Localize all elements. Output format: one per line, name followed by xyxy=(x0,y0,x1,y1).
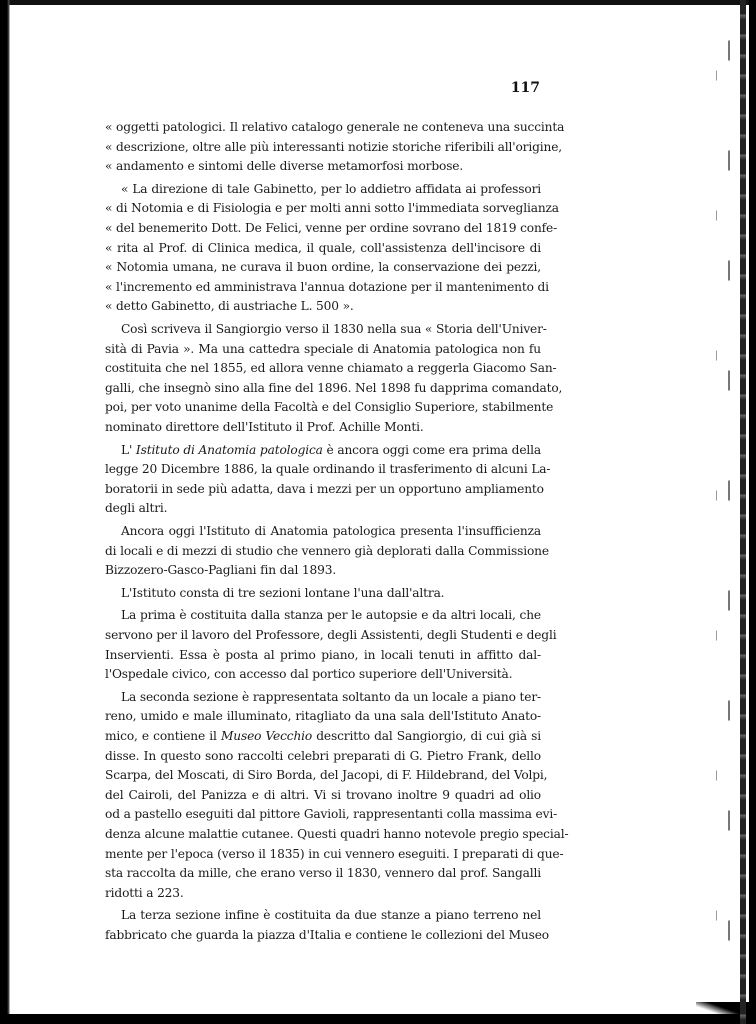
text-line xyxy=(105,542,549,561)
text-line xyxy=(105,926,549,945)
text-run: od a pastello eseguiti dal pittore Gavioli, rappresentanti colla massima evi- xyxy=(105,807,558,822)
text-run: « del benemerito Dott. De Felici, venne per ordine sovrano del 1819 confe- xyxy=(105,221,558,235)
text-run: denza alcune malattie cutanee. Questi quadri hanno notevole pregio special- xyxy=(105,827,569,841)
text-run: Bizzozero-Gasco-Pagliani fin dal 1893. xyxy=(105,563,337,578)
book-spine-shadow xyxy=(728,0,730,1024)
text-line xyxy=(105,138,562,157)
book-spine-edge xyxy=(749,0,756,1024)
text-run: di locali e di mezzi di studio che vennero già deplorati dalla Commissione xyxy=(105,543,549,558)
text-run: del Cairoli, del Panizza e di altri. Vi si trovano inoltre 9 quadri ad olio xyxy=(105,787,541,802)
text-line xyxy=(105,239,541,258)
text-line xyxy=(105,707,541,726)
text-line xyxy=(105,786,541,805)
text-run: « Notomia umana, ne curava il buon ordine, la conservazione dei pezzi, xyxy=(105,260,541,275)
text-run: La terza sezione infine è costituita da due stanze a piano terreno nel xyxy=(121,908,541,923)
text-line xyxy=(105,320,547,339)
text-run: nominato direttore dell'Istituto il Prof. Achille Monti. xyxy=(105,420,424,434)
text-line xyxy=(105,646,541,665)
text-line xyxy=(105,727,541,746)
text-run: L' xyxy=(121,442,136,457)
text-line xyxy=(105,906,541,925)
text-line xyxy=(105,258,541,277)
text-line xyxy=(105,460,551,479)
text-run: legge 20 Dicembre 1886, la quale ordinando il trasferimento di alcuni La- xyxy=(105,462,551,477)
text-line xyxy=(105,522,541,541)
text-line xyxy=(105,688,541,707)
italic-text: Museo Vecchio xyxy=(220,729,313,743)
text-line xyxy=(105,561,541,580)
text-line xyxy=(105,864,541,883)
text-run: Inservienti. Essa è posta al primo piano, in locali tenuti in affitto dal- xyxy=(105,647,541,662)
text-line xyxy=(105,418,541,437)
text-line xyxy=(105,747,541,766)
text-run: descritto dal Sangiorgio, di cui già si xyxy=(312,729,541,743)
text-line xyxy=(105,584,541,603)
text-run: l'Ospedale civico, con accesso dal portico superiore dell'Università. xyxy=(105,667,513,682)
text-run: boratorii in sede più adatta, dava i mezzi per un opportuno ampliamento xyxy=(105,481,544,496)
italic-text: Istituto di Anatomia patologica xyxy=(135,442,323,457)
text-line xyxy=(105,441,541,460)
text-run: « andamento e sintomi delle diverse metamorfosi morbose. xyxy=(105,159,464,174)
text-line xyxy=(105,278,549,297)
text-run: « rita al Prof. di Clinica medica, il quale, coll'assistenza dell'incisore di xyxy=(105,240,541,255)
text-run: Scarpa, del Moscati, di Siro Borda, del Jacopi, di F. Hildebrand, del Volpi, xyxy=(105,768,548,783)
text-line xyxy=(105,180,541,199)
text-line xyxy=(105,626,557,645)
text-line xyxy=(105,157,541,176)
text-run: galli, che insegnò sino alla fine del 1896. Nel 1898 fu dapprima comandato, xyxy=(105,380,563,395)
text-run: « di Notomia e di Fisiologia e per molti anni sotto l'immediata sorveglianza xyxy=(105,201,559,216)
scan-border-top xyxy=(0,0,756,5)
scan-corner-shadow xyxy=(696,1002,756,1024)
text-run: reno, umido e male illuminato, ritagliato da una sala dell'Istituto Anato- xyxy=(105,709,541,724)
text-line xyxy=(105,398,554,417)
text-line xyxy=(105,199,559,218)
book-spine-edge xyxy=(740,0,746,1024)
text-run: « descrizione, oltre alle più interessanti notizie storiche riferibili all'origine, xyxy=(105,139,562,154)
text-run: degli altri. xyxy=(105,501,168,516)
text-run: servono per il lavoro del Professore, degli Assistenti, degli Studenti e degli xyxy=(105,628,557,642)
book-spine-shadow xyxy=(716,0,717,1024)
text-run: « detto Gabinetto, di austriache L. 500 ». xyxy=(105,299,354,314)
text-run: poi, per voto unanime della Facoltà e del Consiglio Superiore, stabilmente xyxy=(105,400,554,415)
text-line xyxy=(105,884,541,903)
text-run: La prima è costituita dalla stanza per le autopsie e da altri locali, che xyxy=(121,608,541,623)
text-run: « La direzione di tale Gabinetto, per lo addietro affidata ai professori xyxy=(121,181,541,196)
text-run: è ancora oggi come era prima della xyxy=(322,442,541,457)
text-line xyxy=(105,340,541,359)
scan-border-left xyxy=(0,0,10,1024)
text-line xyxy=(105,359,557,378)
text-run: fabbricato che guarda la piazza d'Italia e contiene le collezioni del Museo xyxy=(105,928,549,942)
text-run: mente per l'epoca (verso il 1835) in cui vennero eseguiti. I preparati di que- xyxy=(105,846,564,861)
text-run: La seconda sezione è rappresentata soltanto da un locale a piano ter- xyxy=(121,689,541,704)
scan-border-bottom xyxy=(0,1014,756,1024)
text-run: mico, e contiene il xyxy=(105,729,221,743)
text-line xyxy=(105,480,544,499)
text-run: sità di Pavia ». Ma una cattedra speciale di Anatomia patologica non fu xyxy=(105,341,541,356)
text-run: ridotti a 223. xyxy=(105,885,184,900)
text-run: « oggetti patologici. Il relativo catalogo generale ne conteneva una succinta xyxy=(105,120,565,134)
text-line xyxy=(105,825,569,844)
page-number: 117 xyxy=(510,80,540,96)
text-line xyxy=(105,118,565,137)
text-run: Così scriveva il Sangiorgio verso il 1830 nella sua « Storia dell'Univer- xyxy=(121,322,547,336)
text-line xyxy=(105,606,541,625)
text-line xyxy=(105,379,563,398)
text-line xyxy=(105,805,558,824)
text-run: sta raccolta da mille, che erano verso il 1830, vennero dal prof. Sangalli xyxy=(105,866,541,881)
text-run: disse. In questo sono raccolti celebri preparati di G. Pietro Frank, dello xyxy=(105,748,541,763)
text-line xyxy=(105,665,541,684)
text-line xyxy=(105,499,541,518)
text-run: costituita che nel 1855, ed allora venne chiamato a reggerla Giacomo San- xyxy=(105,361,557,376)
text-line xyxy=(105,219,558,238)
text-run: L'Istituto consta di tre sezioni lontane l'una dall'altra. xyxy=(121,585,445,600)
text-line xyxy=(105,297,541,316)
text-line xyxy=(105,845,564,864)
text-line xyxy=(105,766,548,785)
text-run: « l'incremento ed amministrava l'annua dotazione per il mantenimento di xyxy=(105,279,549,294)
text-run: Ancora oggi l'Istituto di Anatomia patologica presenta l'insufficienza xyxy=(121,524,541,538)
